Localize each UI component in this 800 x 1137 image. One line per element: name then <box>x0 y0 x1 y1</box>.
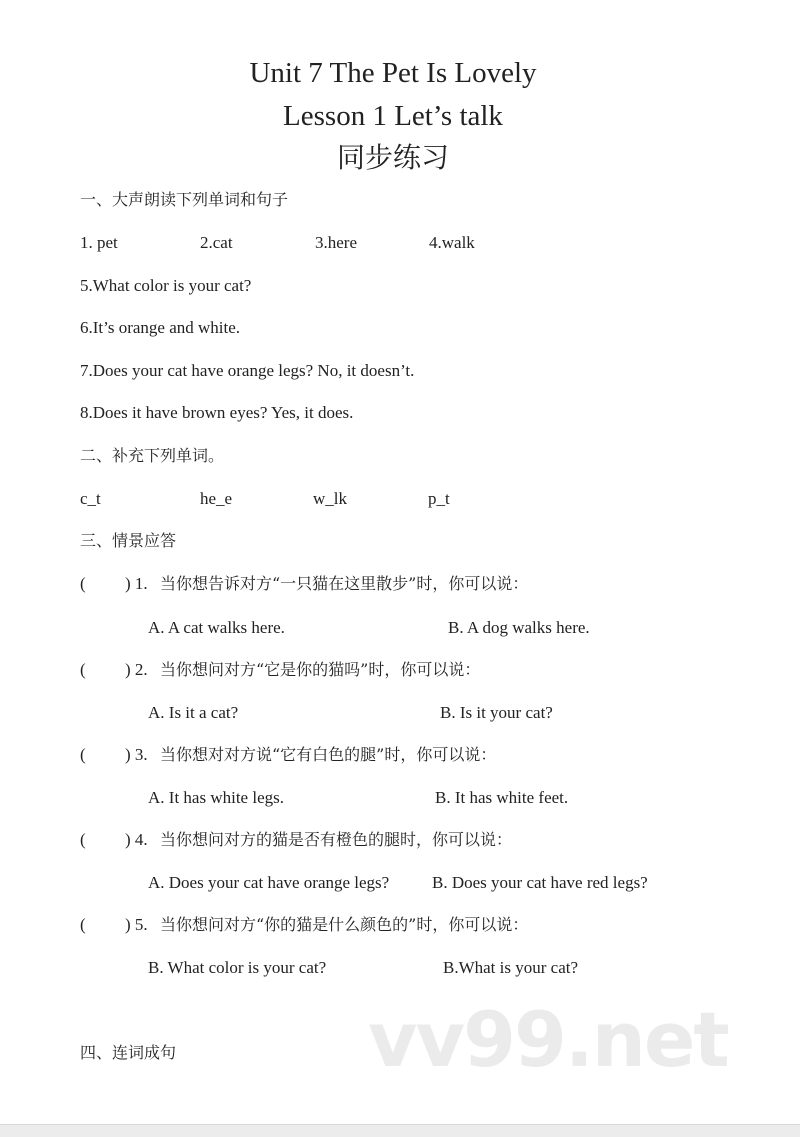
question-prompt: 当你想告诉对方“一只猫在这里散步”时，你可以说： <box>160 574 529 593</box>
option-b: B.What is your cat? <box>443 958 579 977</box>
question-prompt: 当你想问对方“它是你的猫吗”时，你可以说： <box>160 660 481 679</box>
section4-heading: 四、连词成句 <box>80 1043 177 1062</box>
option-a: A. A cat walks here. <box>148 618 285 637</box>
question-number: ) 2. <box>125 660 148 679</box>
fill-word: w_lk <box>313 489 347 508</box>
question-prompt: 当你想问对方“你的猫是什么颜色的”时，你可以说： <box>160 915 529 934</box>
answer-paren: ( <box>80 830 86 849</box>
option-a: A. Is it a cat? <box>148 703 239 722</box>
answer-paren: ( <box>80 915 86 934</box>
question-number: ) 5. <box>125 915 148 934</box>
question-number: ) 4. <box>125 830 148 849</box>
option-b: B. Is it your cat? <box>440 703 553 722</box>
title-practice: 同步练习 <box>336 141 449 174</box>
question-number: ) 3. <box>125 745 148 764</box>
title-unit: Unit 7 The Pet Is Lovely <box>249 57 537 89</box>
answer-paren: ( <box>80 660 86 679</box>
sentence-item: 8.Does it have brown eyes? Yes, it does. <box>80 403 354 422</box>
option-a: A. Does your cat have orange legs? <box>148 873 390 892</box>
fill-word: c_t <box>80 489 101 508</box>
question-prompt: 当你想对对方说“它有白色的腿”时，你可以说： <box>160 745 497 764</box>
word-item: 4.walk <box>429 233 475 252</box>
sentence-item: 5.What color is your cat? <box>80 276 252 295</box>
question-prompt: 当你想问对方的猫是否有橙色的腿时，你可以说： <box>160 830 513 849</box>
sentence-item: 7.Does your cat have orange legs? No, it doesn’t. <box>80 361 415 380</box>
fill-word: he_e <box>200 489 233 508</box>
word-item: 2.cat <box>200 233 233 252</box>
option-a: A. It has white legs. <box>148 788 284 807</box>
answer-paren: ( <box>80 574 86 593</box>
question-number: ) 1. <box>125 574 148 593</box>
sentence-item: 6.It’s orange and white. <box>80 318 241 337</box>
watermark: vv99.net <box>368 995 728 1084</box>
option-b: B. It has white feet. <box>435 788 569 807</box>
section1-heading: 一、大声朗读下列单词和句子 <box>80 190 289 209</box>
option-b: B. Does your cat have red legs? <box>432 873 648 892</box>
section3-heading: 三、情景应答 <box>80 531 177 550</box>
title-lesson: Lesson 1 Let’s talk <box>283 100 503 132</box>
option-b: B. A dog walks here. <box>448 618 590 637</box>
option-a: B. What color is your cat? <box>148 958 327 977</box>
word-item: 1. pet <box>80 233 118 252</box>
fill-word: p_t <box>428 489 450 508</box>
section2-heading: 二、补充下列单词。 <box>80 446 225 465</box>
answer-paren: ( <box>80 745 86 764</box>
word-item: 3.here <box>315 233 358 252</box>
